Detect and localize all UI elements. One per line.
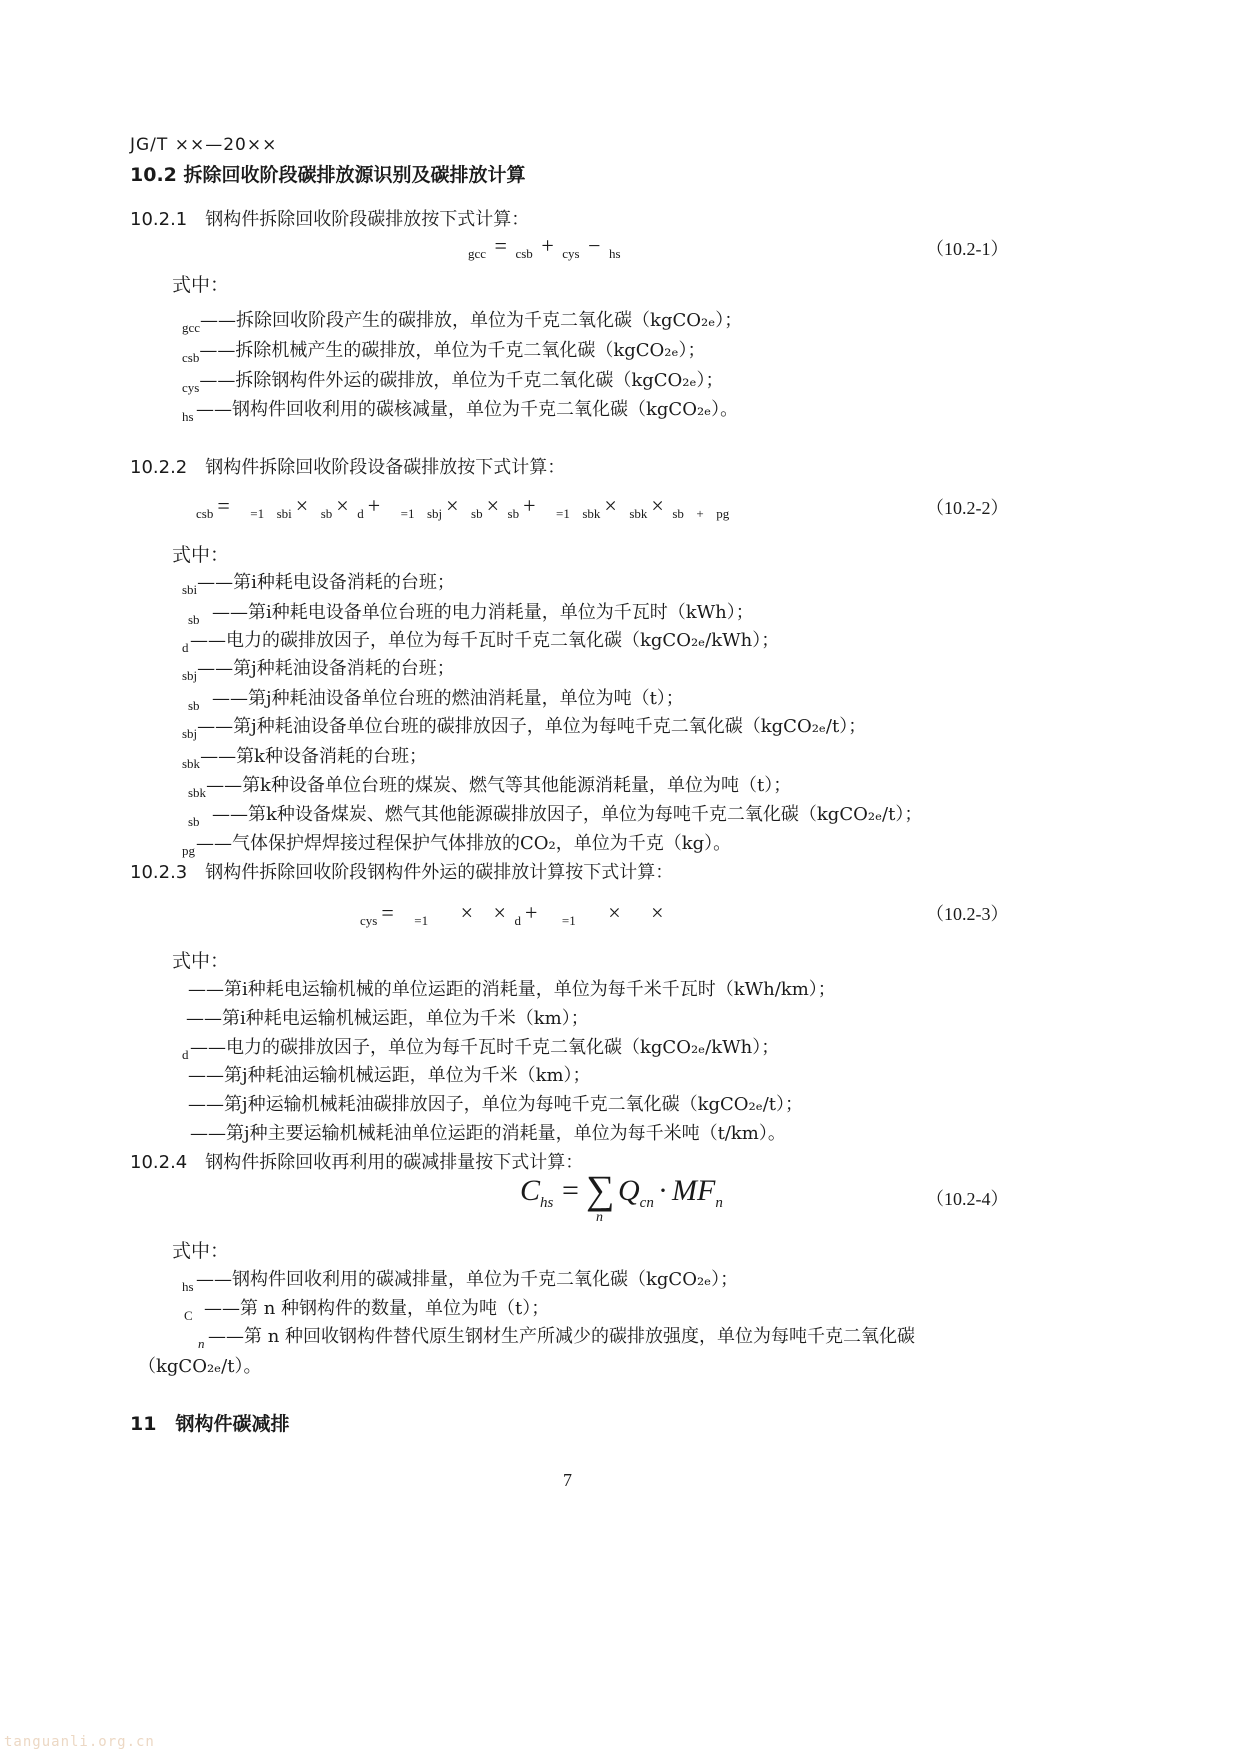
eq-term: pg — [716, 506, 730, 521]
equation-number: （10.2-2） — [926, 498, 1009, 518]
clause-10-2-2: 10.2.2 钢构件拆除回收阶段设备碳排放按下式计算： — [130, 457, 566, 478]
eq-operator: + — [541, 233, 554, 258]
eq-term: sbk — [629, 506, 648, 521]
definition-item: sbi——第i种耗电设备消耗的台班； — [182, 572, 455, 597]
definition-item: sb ——第i种耗电设备单位台班的电力消耗量，单位为千瓦时（kWh）； — [188, 602, 754, 627]
eq-term: sb — [672, 506, 684, 521]
where-label: 式中： — [172, 544, 230, 566]
clause-10-2-3: 10.2.3 钢构件拆除回收阶段钢构件外运的碳排放计算按下式计算： — [130, 862, 674, 883]
definition-item: n ——第 n 种回收钢构件替代原生钢材生产所减少的碳排放强度，单位为每吨千克二氧化碳 — [198, 1326, 916, 1351]
definition-item: ——第i种耗电运输机械的单位运距的消耗量，单位为每千米千瓦时（kWh/km）； — [188, 979, 836, 1000]
eq-operator: × — [604, 493, 617, 518]
eq-operator: × — [446, 493, 459, 518]
eq-term: gcc — [468, 246, 487, 261]
equation-10-2-4 — [520, 1167, 723, 1232]
eq-term: cys — [360, 913, 378, 928]
equation-10-2-3 — [360, 900, 668, 929]
eq-operator: + — [524, 900, 538, 925]
eq-operator: − — [588, 233, 601, 258]
clause-10-2-1: 10.2.1 钢构件拆除回收阶段碳排放按下式计算： — [130, 209, 530, 230]
eq-term: sbj — [426, 506, 443, 521]
eq-operator: × — [486, 493, 500, 518]
clause-10-2-4: 10.2.4 钢构件拆除回收再利用的碳减排量按下式计算： — [130, 1152, 584, 1173]
definition-item: hs ——钢构件回收利用的碳核减量，单位为千克二氧化碳（kgCO₂ₑ）。 — [182, 399, 739, 424]
eq-term: d — [514, 913, 521, 928]
eq-operator: = — [381, 900, 394, 925]
eq-operator: · — [658, 1174, 668, 1207]
eq-term: cys — [562, 246, 580, 261]
definition-item: C ——第 n 种钢构件的数量，单位为吨（t）； — [184, 1298, 550, 1323]
equation-10-2-1 — [468, 233, 621, 262]
page-number: 7 — [563, 1470, 572, 1490]
eq-term: sbi — [276, 506, 292, 521]
eq-term: sbk — [582, 506, 601, 521]
definition-item: ——第j种主要运输机械耗油单位运距的消耗量，单位为每千米吨（t/km）。 — [190, 1123, 786, 1144]
definition-item: gcc——拆除回收阶段产生的碳排放，单位为千克二氧化碳（kgCO₂ₑ）； — [182, 310, 743, 335]
eq-operator: + — [696, 506, 704, 521]
definition-item: sbk——第k种设备消耗的台班； — [182, 746, 427, 771]
definition-item: ——第j种运输机械耗油碳排放因子，单位为每吨千克二氧化碳（kgCO₂ₑ/t）； — [188, 1094, 804, 1115]
eq-operator: × — [460, 900, 474, 925]
eq-index: =1 — [561, 913, 576, 928]
where-label: 式中： — [172, 950, 230, 972]
eq-term: csb — [196, 506, 214, 521]
eq-term: $C_{hs}$ — [520, 1174, 554, 1211]
definition-item: csb——拆除机械产生的碳排放，单位为千克二氧化碳（kgCO₂ₑ）； — [182, 340, 706, 365]
sum-index: n — [596, 1210, 603, 1225]
eq-operator: = — [562, 1174, 579, 1207]
eq-operator: × — [651, 900, 664, 925]
equation-number: （10.2-1） — [926, 239, 1009, 259]
definition-item: ——第j种耗油运输机械运距，单位为千米（km）； — [188, 1065, 591, 1086]
sum-symbol: ∑ — [586, 1167, 615, 1212]
definition-item: d——电力的碳排放因子，单位为每千瓦时千克二氧化碳（kgCO₂ₑ/kWh）； — [182, 630, 780, 655]
eq-term: sb — [507, 506, 520, 521]
eq-term: sb — [471, 506, 483, 521]
standard-number: JG/T ××—20×× — [130, 135, 278, 155]
definition-item: ——第i种耗电运输机械运距，单位为千米（km）； — [186, 1008, 589, 1029]
eq-operator: = — [217, 493, 230, 518]
eq-index: =1 — [400, 506, 415, 521]
eq-operator: × — [608, 900, 621, 925]
eq-operator: × — [295, 493, 309, 518]
eq-operator: + — [367, 493, 381, 518]
section-heading-11: 11 钢构件碳减排 — [130, 1413, 290, 1435]
equation-number: （10.2-3） — [926, 904, 1009, 924]
eq-index: =1 — [556, 506, 570, 521]
definition-item: sb ——第j种耗油设备单位台班的燃油消耗量，单位为吨（t）； — [188, 688, 684, 713]
definition-item: sbj——第j种耗油设备消耗的台班； — [182, 658, 455, 683]
eq-operator: × — [336, 493, 349, 518]
eq-index: =1 — [250, 506, 265, 521]
eq-operator: = — [494, 233, 507, 258]
eq-term: sb — [320, 506, 333, 521]
eq-term: $Q_{cn}$ — [618, 1174, 654, 1211]
definition-continuation: （kgCO₂ₑ/t）。 — [138, 1356, 262, 1377]
where-label: 式中： — [172, 1240, 230, 1262]
eq-operator: × — [651, 493, 664, 518]
definition-item: sbk——第k种设备单位台班的煤炭、燃气等其他能源消耗量，单位为吨（t）； — [188, 775, 792, 800]
watermark: tanguanli.org.cn — [4, 1734, 155, 1750]
eq-term: $MF_n$ — [672, 1174, 723, 1211]
eq-term: d — [357, 506, 364, 521]
definition-item: sb ——第k种设备煤炭、燃气其他能源碳排放因子，单位为每吨千克二氧化碳（kgCO₂ₑ/t）； — [188, 804, 923, 829]
definition-item: cys——拆除钢构件外运的碳排放，单位为千克二氧化碳（kgCO₂ₑ）； — [182, 370, 724, 395]
eq-index: =1 — [414, 913, 429, 928]
equation-10-2-2 — [196, 493, 729, 522]
definition-item: pg——气体保护焊焊接过程保护气体排放的CO₂，单位为千克（kg）。 — [182, 833, 732, 858]
section-heading-10-2: 10.2 拆除回收阶段碳排放源识别及碳排放计算 — [130, 164, 526, 186]
definition-item: hs ——钢构件回收利用的碳减排量，单位为千克二氧化碳（kgCO₂ₑ）； — [182, 1269, 739, 1294]
definition-item: sbj——第j种耗油设备单位台班的碳排放因子，单位为每吨千克二氧化碳（kgCO₂ₑ/t）； — [182, 716, 867, 741]
definition-item: d——电力的碳排放因子，单位为每千瓦时千克二氧化碳（kgCO₂ₑ/kWh）； — [182, 1037, 780, 1062]
where-label: 式中： — [172, 274, 230, 296]
equation-number: （10.2-4） — [926, 1189, 1009, 1209]
eq-term: hs — [609, 246, 621, 261]
eq-term: csb — [515, 246, 533, 261]
eq-operator: × — [493, 900, 506, 925]
eq-operator: + — [523, 493, 536, 518]
